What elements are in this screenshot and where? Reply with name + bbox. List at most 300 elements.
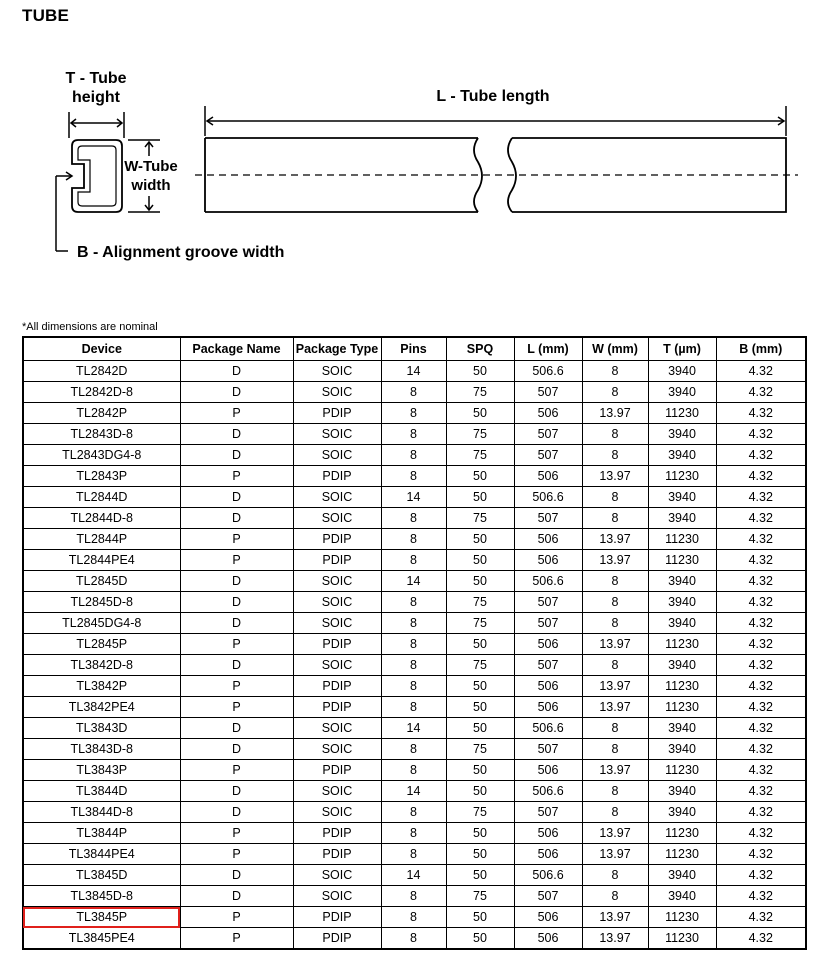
cell-w-mm: 8 (582, 655, 648, 676)
cell-w-mm: 13.97 (582, 466, 648, 487)
cell-device: TL3844PE4 (23, 844, 180, 865)
cell-l-mm: 506.6 (514, 865, 582, 886)
cell-t-um: 11230 (648, 634, 716, 655)
cell-package-type: PDIP (293, 823, 381, 844)
cell-l-mm: 507 (514, 886, 582, 907)
cell-pins: 8 (381, 508, 446, 529)
cell-device: TL3844D (23, 781, 180, 802)
table-row (23, 592, 806, 613)
cell-t-um: 3940 (648, 865, 716, 886)
cell-w-mm: 8 (582, 802, 648, 823)
cell-l-mm: 506.6 (514, 571, 582, 592)
cell-device: TL2844D (23, 487, 180, 508)
cell-package-name: P (180, 844, 293, 865)
column-header-pins: Pins (381, 337, 446, 361)
cell-spq: 75 (446, 655, 514, 676)
t-label-line2: height (72, 89, 120, 106)
cell-t-um: 3940 (648, 361, 716, 382)
cell-spq: 50 (446, 760, 514, 781)
cell-spq: 75 (446, 424, 514, 445)
w-label-line2: width (131, 177, 171, 194)
cell-spq: 50 (446, 403, 514, 424)
cell-pins: 8 (381, 886, 446, 907)
cell-l-mm: 506 (514, 823, 582, 844)
cell-l-mm: 506 (514, 634, 582, 655)
cell-pins: 8 (381, 676, 446, 697)
cell-spq: 75 (446, 445, 514, 466)
cell-package-type: SOIC (293, 781, 381, 802)
cell-package-type: SOIC (293, 655, 381, 676)
table-row (23, 445, 806, 466)
cell-l-mm: 506.6 (514, 487, 582, 508)
cell-package-name: D (180, 382, 293, 403)
cell-pins: 8 (381, 613, 446, 634)
cell-package-type: PDIP (293, 676, 381, 697)
cell-pins: 8 (381, 445, 446, 466)
cell-b-mm: 4.32 (716, 676, 806, 697)
cell-w-mm: 8 (582, 718, 648, 739)
cell-b-mm: 4.32 (716, 466, 806, 487)
cell-spq: 50 (446, 823, 514, 844)
table-row (23, 718, 806, 739)
cell-b-mm: 4.32 (716, 487, 806, 508)
cell-b-mm: 4.32 (716, 550, 806, 571)
cell-package-type: PDIP (293, 907, 381, 928)
cell-device: TL3845PE4 (23, 928, 180, 950)
cell-package-name: D (180, 739, 293, 760)
cell-w-mm: 13.97 (582, 844, 648, 865)
cell-w-mm: 8 (582, 886, 648, 907)
cell-t-um: 3940 (648, 655, 716, 676)
cell-w-mm: 13.97 (582, 928, 648, 950)
cell-device: TL2845D-8 (23, 592, 180, 613)
cell-pins: 8 (381, 592, 446, 613)
table-row (23, 361, 806, 382)
cell-package-name: P (180, 634, 293, 655)
cell-w-mm: 8 (582, 781, 648, 802)
cell-pins: 8 (381, 634, 446, 655)
cell-device: TL2843P (23, 466, 180, 487)
cell-package-name: D (180, 613, 293, 634)
cell-w-mm: 8 (582, 445, 648, 466)
cell-b-mm: 4.32 (716, 382, 806, 403)
cell-b-mm: 4.32 (716, 424, 806, 445)
cell-pins: 8 (381, 844, 446, 865)
cell-l-mm: 506 (514, 529, 582, 550)
cell-w-mm: 13.97 (582, 760, 648, 781)
cell-spq: 50 (446, 697, 514, 718)
cell-package-type: SOIC (293, 508, 381, 529)
cell-spq: 50 (446, 487, 514, 508)
cell-pins: 8 (381, 550, 446, 571)
cell-w-mm: 13.97 (582, 676, 648, 697)
cell-t-um: 3940 (648, 613, 716, 634)
cell-pins: 8 (381, 655, 446, 676)
cell-b-mm: 4.32 (716, 844, 806, 865)
cell-package-type: SOIC (293, 361, 381, 382)
w-dimension-arrow (128, 140, 160, 212)
column-header-device: Device (23, 337, 180, 361)
cell-package-name: P (180, 529, 293, 550)
cell-package-type: SOIC (293, 613, 381, 634)
cell-device: TL2844PE4 (23, 550, 180, 571)
cell-spq: 75 (446, 382, 514, 403)
cell-device: TL2845P (23, 634, 180, 655)
cell-w-mm: 8 (582, 487, 648, 508)
cell-package-type: PDIP (293, 928, 381, 950)
cell-package-name: P (180, 907, 293, 928)
cell-w-mm: 8 (582, 571, 648, 592)
dimensions-note: *All dimensions are nominal (22, 321, 158, 333)
cell-device: TL3844P (23, 823, 180, 844)
cell-device: TL2843D-8 (23, 424, 180, 445)
table-row (23, 844, 806, 865)
cell-package-type: PDIP (293, 697, 381, 718)
table-row (23, 760, 806, 781)
cell-w-mm: 13.97 (582, 697, 648, 718)
cell-pins: 8 (381, 739, 446, 760)
cell-device: TL3844D-8 (23, 802, 180, 823)
table-row (23, 571, 806, 592)
t-dimension-arrow (69, 112, 124, 138)
cell-pins: 8 (381, 424, 446, 445)
cell-package-type: PDIP (293, 634, 381, 655)
cell-b-mm: 4.32 (716, 739, 806, 760)
column-header-t-um: T (µm) (648, 337, 716, 361)
tube-dimension-diagram (0, 40, 830, 280)
cell-b-mm: 4.32 (716, 802, 806, 823)
cell-b-mm: 4.32 (716, 823, 806, 844)
cell-package-type: SOIC (293, 886, 381, 907)
cell-t-um: 3940 (648, 718, 716, 739)
cell-package-type: PDIP (293, 403, 381, 424)
cell-spq: 75 (446, 886, 514, 907)
cell-t-um: 3940 (648, 424, 716, 445)
cell-package-name: D (180, 571, 293, 592)
cell-package-name: P (180, 823, 293, 844)
table-row (23, 655, 806, 676)
cell-device: TL3842D-8 (23, 655, 180, 676)
cell-t-um: 3940 (648, 382, 716, 403)
table-row (23, 676, 806, 697)
cell-package-name: D (180, 655, 293, 676)
cell-b-mm: 4.32 (716, 928, 806, 950)
cell-l-mm: 507 (514, 508, 582, 529)
cell-w-mm: 8 (582, 508, 648, 529)
cell-l-mm: 506 (514, 907, 582, 928)
cell-pins: 14 (381, 571, 446, 592)
cell-device: TL3843D (23, 718, 180, 739)
cell-pins: 8 (381, 466, 446, 487)
cell-device: TL3845D-8 (23, 886, 180, 907)
table-row (23, 382, 806, 403)
table-row (23, 424, 806, 445)
cell-w-mm: 13.97 (582, 529, 648, 550)
cell-t-um: 3940 (648, 592, 716, 613)
cell-l-mm: 507 (514, 739, 582, 760)
cell-b-mm: 4.32 (716, 571, 806, 592)
cell-package-name: P (180, 466, 293, 487)
cell-w-mm: 8 (582, 424, 648, 445)
column-header-package-name: Package Name (180, 337, 293, 361)
cell-spq: 50 (446, 634, 514, 655)
cell-l-mm: 506.6 (514, 781, 582, 802)
cell-l-mm: 506.6 (514, 361, 582, 382)
table-row (23, 781, 806, 802)
cell-spq: 50 (446, 361, 514, 382)
cell-spq: 50 (446, 466, 514, 487)
w-label-line1: W-Tube (124, 158, 178, 175)
cell-package-name: P (180, 760, 293, 781)
cell-t-um: 3940 (648, 739, 716, 760)
cell-spq: 50 (446, 550, 514, 571)
cell-package-name: D (180, 781, 293, 802)
cell-w-mm: 8 (582, 865, 648, 886)
cell-spq: 50 (446, 571, 514, 592)
cell-w-mm: 8 (582, 613, 648, 634)
cell-b-mm: 4.32 (716, 634, 806, 655)
cell-l-mm: 506 (514, 844, 582, 865)
cell-t-um: 11230 (648, 928, 716, 950)
cell-package-type: SOIC (293, 739, 381, 760)
cell-t-um: 3940 (648, 508, 716, 529)
cell-b-mm: 4.32 (716, 655, 806, 676)
cell-spq: 50 (446, 676, 514, 697)
cell-l-mm: 506 (514, 760, 582, 781)
cell-package-name: P (180, 550, 293, 571)
cell-pins: 8 (381, 802, 446, 823)
cell-pins: 14 (381, 718, 446, 739)
cell-t-um: 11230 (648, 823, 716, 844)
table-row (23, 928, 806, 950)
cell-pins: 8 (381, 529, 446, 550)
table-row (23, 508, 806, 529)
cell-device: TL2843DG4-8 (23, 445, 180, 466)
l-label: L - Tube length (436, 88, 550, 105)
cell-l-mm: 507 (514, 655, 582, 676)
cell-pins: 14 (381, 781, 446, 802)
cell-spq: 50 (446, 529, 514, 550)
cell-device: TL2844P (23, 529, 180, 550)
b-groove-leader (56, 172, 72, 251)
cell-spq: 75 (446, 613, 514, 634)
cell-l-mm: 507 (514, 424, 582, 445)
cell-pins: 8 (381, 823, 446, 844)
cell-device: TL2844D-8 (23, 508, 180, 529)
b-label: B - Alignment groove width (77, 244, 285, 261)
cell-spq: 50 (446, 865, 514, 886)
cell-w-mm: 13.97 (582, 403, 648, 424)
cell-pins: 8 (381, 403, 446, 424)
cell-b-mm: 4.32 (716, 361, 806, 382)
table-row (23, 865, 806, 886)
cell-package-name: D (180, 718, 293, 739)
cell-w-mm: 8 (582, 592, 648, 613)
table-row (23, 466, 806, 487)
cell-b-mm: 4.32 (716, 697, 806, 718)
cell-pins: 14 (381, 865, 446, 886)
table-row (23, 613, 806, 634)
table-row (23, 550, 806, 571)
cell-w-mm: 13.97 (582, 823, 648, 844)
cell-t-um: 3940 (648, 781, 716, 802)
table-row (23, 907, 806, 928)
cell-package-name: D (180, 508, 293, 529)
cell-b-mm: 4.32 (716, 865, 806, 886)
cell-t-um: 11230 (648, 697, 716, 718)
cell-package-name: D (180, 802, 293, 823)
cell-t-um: 11230 (648, 403, 716, 424)
cell-b-mm: 4.32 (716, 718, 806, 739)
cell-package-type: SOIC (293, 718, 381, 739)
cell-pins: 8 (381, 928, 446, 950)
column-header-b-mm: B (mm) (716, 337, 806, 361)
cell-t-um: 3940 (648, 445, 716, 466)
cell-pins: 8 (381, 697, 446, 718)
cell-b-mm: 4.32 (716, 508, 806, 529)
cell-device: TL3845D (23, 865, 180, 886)
cell-package-type: PDIP (293, 760, 381, 781)
cell-b-mm: 4.32 (716, 760, 806, 781)
column-header-package-type: Package Type (293, 337, 381, 361)
cell-l-mm: 507 (514, 592, 582, 613)
cell-package-name: P (180, 928, 293, 950)
cell-b-mm: 4.32 (716, 886, 806, 907)
cell-package-name: D (180, 424, 293, 445)
cell-spq: 50 (446, 907, 514, 928)
cell-spq: 50 (446, 781, 514, 802)
cell-spq: 75 (446, 592, 514, 613)
cell-spq: 50 (446, 844, 514, 865)
cell-package-name: D (180, 865, 293, 886)
t-label-line1: T - Tube (65, 70, 127, 87)
cell-t-um: 3940 (648, 571, 716, 592)
table-row (23, 403, 806, 424)
cell-t-um: 11230 (648, 844, 716, 865)
cell-l-mm: 506 (514, 928, 582, 950)
cell-package-type: SOIC (293, 487, 381, 508)
cell-device: TL3842PE4 (23, 697, 180, 718)
table-row (23, 634, 806, 655)
cell-pins: 8 (381, 382, 446, 403)
cell-l-mm: 506 (514, 466, 582, 487)
cell-l-mm: 507 (514, 382, 582, 403)
l-dimension-arrow (205, 106, 786, 136)
column-header-w-mm: W (mm) (582, 337, 648, 361)
highlighted-device-cell: TL3845P (23, 907, 180, 928)
cell-pins: 14 (381, 487, 446, 508)
cell-package-name: P (180, 697, 293, 718)
cell-l-mm: 507 (514, 613, 582, 634)
tube-cross-section (72, 140, 122, 212)
cell-package-type: SOIC (293, 802, 381, 823)
cell-w-mm: 8 (582, 739, 648, 760)
cell-l-mm: 507 (514, 445, 582, 466)
cell-l-mm: 506 (514, 403, 582, 424)
cell-package-type: SOIC (293, 865, 381, 886)
cell-b-mm: 4.32 (716, 781, 806, 802)
cell-device: TL2842P (23, 403, 180, 424)
cell-spq: 75 (446, 802, 514, 823)
cell-t-um: 11230 (648, 760, 716, 781)
cell-package-name: D (180, 886, 293, 907)
tube-dimensions-table (22, 336, 807, 950)
cell-device: TL3843D-8 (23, 739, 180, 760)
cell-b-mm: 4.32 (716, 529, 806, 550)
cell-t-um: 11230 (648, 529, 716, 550)
column-header-l-mm: L (mm) (514, 337, 582, 361)
table-row (23, 886, 806, 907)
cell-l-mm: 507 (514, 802, 582, 823)
cell-device: TL3842P (23, 676, 180, 697)
cell-package-type: SOIC (293, 571, 381, 592)
column-header-spq: SPQ (446, 337, 514, 361)
cell-b-mm: 4.32 (716, 445, 806, 466)
cell-t-um: 3940 (648, 802, 716, 823)
cell-spq: 75 (446, 739, 514, 760)
cell-package-name: D (180, 361, 293, 382)
cell-pins: 14 (381, 361, 446, 382)
cell-package-type: PDIP (293, 550, 381, 571)
cell-l-mm: 506 (514, 676, 582, 697)
cell-pins: 8 (381, 907, 446, 928)
cell-package-type: SOIC (293, 592, 381, 613)
cell-w-mm: 13.97 (582, 550, 648, 571)
table-row (23, 739, 806, 760)
cell-l-mm: 506.6 (514, 718, 582, 739)
cell-package-type: SOIC (293, 382, 381, 403)
cell-device: TL2842D (23, 361, 180, 382)
cell-spq: 50 (446, 718, 514, 739)
cell-t-um: 11230 (648, 676, 716, 697)
cell-package-type: PDIP (293, 844, 381, 865)
cell-t-um: 3940 (648, 487, 716, 508)
cell-package-type: PDIP (293, 466, 381, 487)
cell-t-um: 11230 (648, 550, 716, 571)
table-row (23, 823, 806, 844)
cell-l-mm: 506 (514, 550, 582, 571)
cell-b-mm: 4.32 (716, 592, 806, 613)
cell-w-mm: 13.97 (582, 907, 648, 928)
cell-l-mm: 506 (514, 697, 582, 718)
table-row (23, 487, 806, 508)
cell-w-mm: 8 (582, 382, 648, 403)
cell-package-type: SOIC (293, 424, 381, 445)
cell-t-um: 3940 (648, 886, 716, 907)
cell-b-mm: 4.32 (716, 907, 806, 928)
cell-package-type: SOIC (293, 445, 381, 466)
table-row (23, 802, 806, 823)
cell-package-name: D (180, 445, 293, 466)
cell-spq: 75 (446, 508, 514, 529)
cell-device: TL2845DG4-8 (23, 613, 180, 634)
cell-package-name: D (180, 487, 293, 508)
cell-t-um: 11230 (648, 466, 716, 487)
table-row (23, 529, 806, 550)
cell-w-mm: 8 (582, 361, 648, 382)
cell-package-name: P (180, 676, 293, 697)
table-row (23, 697, 806, 718)
cell-device: TL2845D (23, 571, 180, 592)
cell-device: TL2842D-8 (23, 382, 180, 403)
cell-package-name: D (180, 592, 293, 613)
section-title: TUBE (22, 6, 70, 25)
cell-device: TL3843P (23, 760, 180, 781)
cell-spq: 50 (446, 928, 514, 950)
cell-b-mm: 4.32 (716, 613, 806, 634)
cell-package-type: PDIP (293, 529, 381, 550)
table-header-row (23, 337, 806, 361)
